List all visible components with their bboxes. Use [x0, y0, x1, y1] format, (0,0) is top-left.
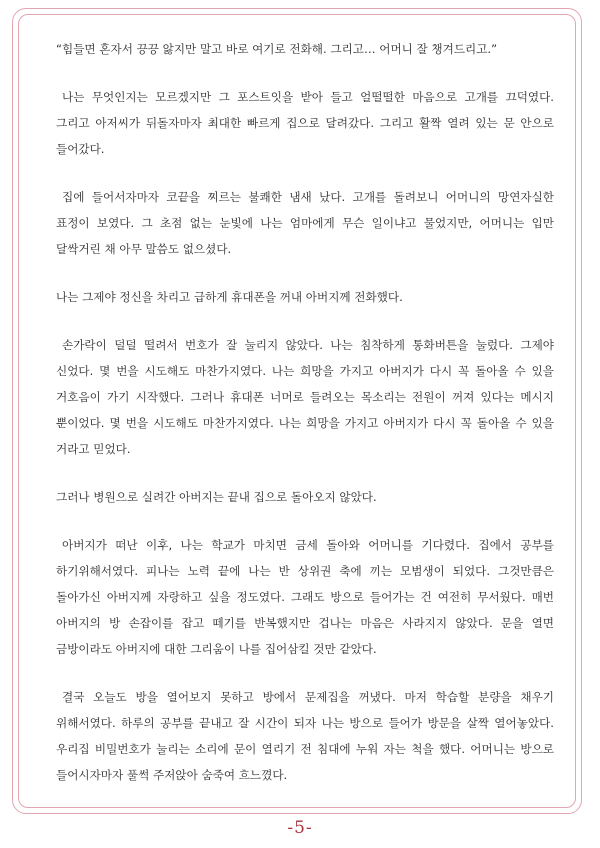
document-body	[56, 36, 554, 810]
paragraph-7: 아버지가 떠난 이후, 나는 학교가 마치면 금세 돌아와 어머니를 기다렸다. 집에서 공부를 하기위해서였다. 피나는 노력 끝에 나는 반 상위권 축에 끼는 모범생이 되었다. 그것만큼은 돌아가신 아버지께 자랑하고 싶을 정도였다. 그래도 방으로 들어가는 건 여전히 무서웠다. 매번 아버지의 방 손잡이를 잡고 떼기를 반복했지만 겁나는 마음은 사라지지 않았다. 문을 열면 금방이라도 아버지에 대한 그리움이 나를 집어삼킬 것만 같았다.	[56, 538, 554, 656]
paragraph-1: “힘들면 혼자서 끙끙 앓지만 말고 바로 여기로 전화해. 그리고… 어머니 잘 챙겨드리고.”	[56, 42, 498, 56]
paragraph-2: 나는 무엇인지는 모르겠지만 그 포스트잇을 받아 들고 얼떨떨한 마음으로 고개를 끄덕였다. 그리고 아저씨가 뒤돌자마자 최대한 빠르게 집으로 달려갔다. 그리고 활짝 열려 있는 문 안으로 들어갔다.	[56, 90, 554, 156]
paragraph-3: 집에 들어서자마자 코끝을 찌르는 불쾌한 냄새 났다. 고개를 돌려보니 어머니의 망연자실한 표정이 보였다. 그 초점 없는 눈빛에 나는 엄마에게 무슨 일이냐고 물었지만, 어머니는 입만 달싹거린 채 아무 말씀도 없으셨다.	[56, 190, 554, 256]
paragraph-6: 그러나 병원으로 실려간 아버지는 끝내 집으로 돌아오지 않았다.	[56, 490, 377, 504]
paragraph-5: 손가락이 덜덜 떨려서 번호가 잘 눌리지 않았다. 나는 침착하게 통화버튼을 눌렀다. 그제야 신었다. 몇 번을 시도해도 마찬가지였다. 나는 희망을 가지고 아버지가 다시 꼭 돌아올 수 있을 거호음이 가기 시작했다. 그러나 휴대폰 너머로 들려오는 목소리는 전원이 꺼져 있다는 메시지 뿐이었다. 몇 번을 시도해도 마찬가지였다. 나는 희망을 가지고 아버지가 다시 꼭 돌아올 수 있을 거라고 믿었다.	[56, 338, 554, 456]
paragraph-8: 결국 오늘도 방을 열어보지 못하고 방에서 문제집을 꺼냈다. 마저 학습할 분량을 채우기 위해서였다. 하루의 공부를 끝내고 잘 시간이 되자 나는 방으로 들어가 방문을 살짝 열어놓았다. 우리집 비밀번호가 눌리는 소리에 문이 열리기 전 침대에 누워 자는 척을 했다. 어머니는 방으로 들어시자마자 풀썩 주저앉아 숨죽여 흐느꼈다.	[56, 690, 554, 782]
paragraph-4: 나는 그제야 정신을 차리고 급하게 휴대폰을 꺼내 아버지께 전화했다.	[56, 290, 403, 304]
page-number: -5-	[287, 818, 313, 838]
